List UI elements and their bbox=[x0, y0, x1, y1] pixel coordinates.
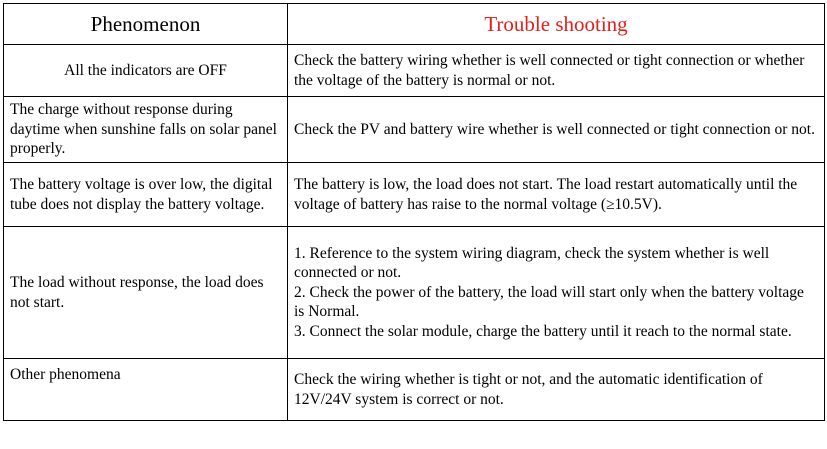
table-row bbox=[4, 97, 825, 163]
header-row bbox=[4, 4, 825, 45]
phenomenon-cell: The charge without response during daytime when sunshine falls on solar panel properly. bbox=[4, 97, 288, 163]
phenomenon-cell: The load without response, the load does not start. bbox=[4, 227, 288, 359]
solution-cell bbox=[288, 227, 825, 359]
solution-cell: Check the wiring whether is tight or not, and the automatic identification of 12V/24V system is correct or not. bbox=[288, 359, 825, 421]
solution-step-2: 2. Check the power of the battery, the load will start only when the battery voltage is Normal. bbox=[294, 283, 804, 321]
solution-cell: The battery is low, the load does not start. The load restart automatically until the voltage of battery has raise to the normal voltage (≥10.5V). bbox=[288, 163, 825, 227]
phenomenon-cell: Other phenomena bbox=[4, 359, 288, 421]
solution-step-1: 1. Reference to the system wiring diagram, check the system whether is well connected or not. bbox=[294, 244, 770, 282]
header-trouble-shooting: Trouble shooting bbox=[288, 4, 825, 45]
phenomenon-cell: The battery voltage is over low, the digital tube does not display the battery voltage. bbox=[4, 163, 288, 227]
troubleshooting-table bbox=[3, 3, 825, 421]
table-row bbox=[4, 163, 825, 227]
table-row bbox=[4, 45, 825, 97]
table-row bbox=[4, 359, 825, 421]
solution-cell: Check the PV and battery wire whether is well connected or tight connection or not. bbox=[288, 97, 825, 163]
phenomenon-cell: All the indicators are OFF bbox=[4, 45, 288, 97]
header-phenomenon: Phenomenon bbox=[4, 4, 288, 45]
solution-step-3: 3. Connect the solar module, charge the battery until it reach to the normal state. bbox=[294, 322, 792, 340]
table-row bbox=[4, 227, 825, 359]
solution-cell: Check the battery wiring whether is well connected or tight connection or whether the voltage of the battery is normal or not. bbox=[288, 45, 825, 97]
